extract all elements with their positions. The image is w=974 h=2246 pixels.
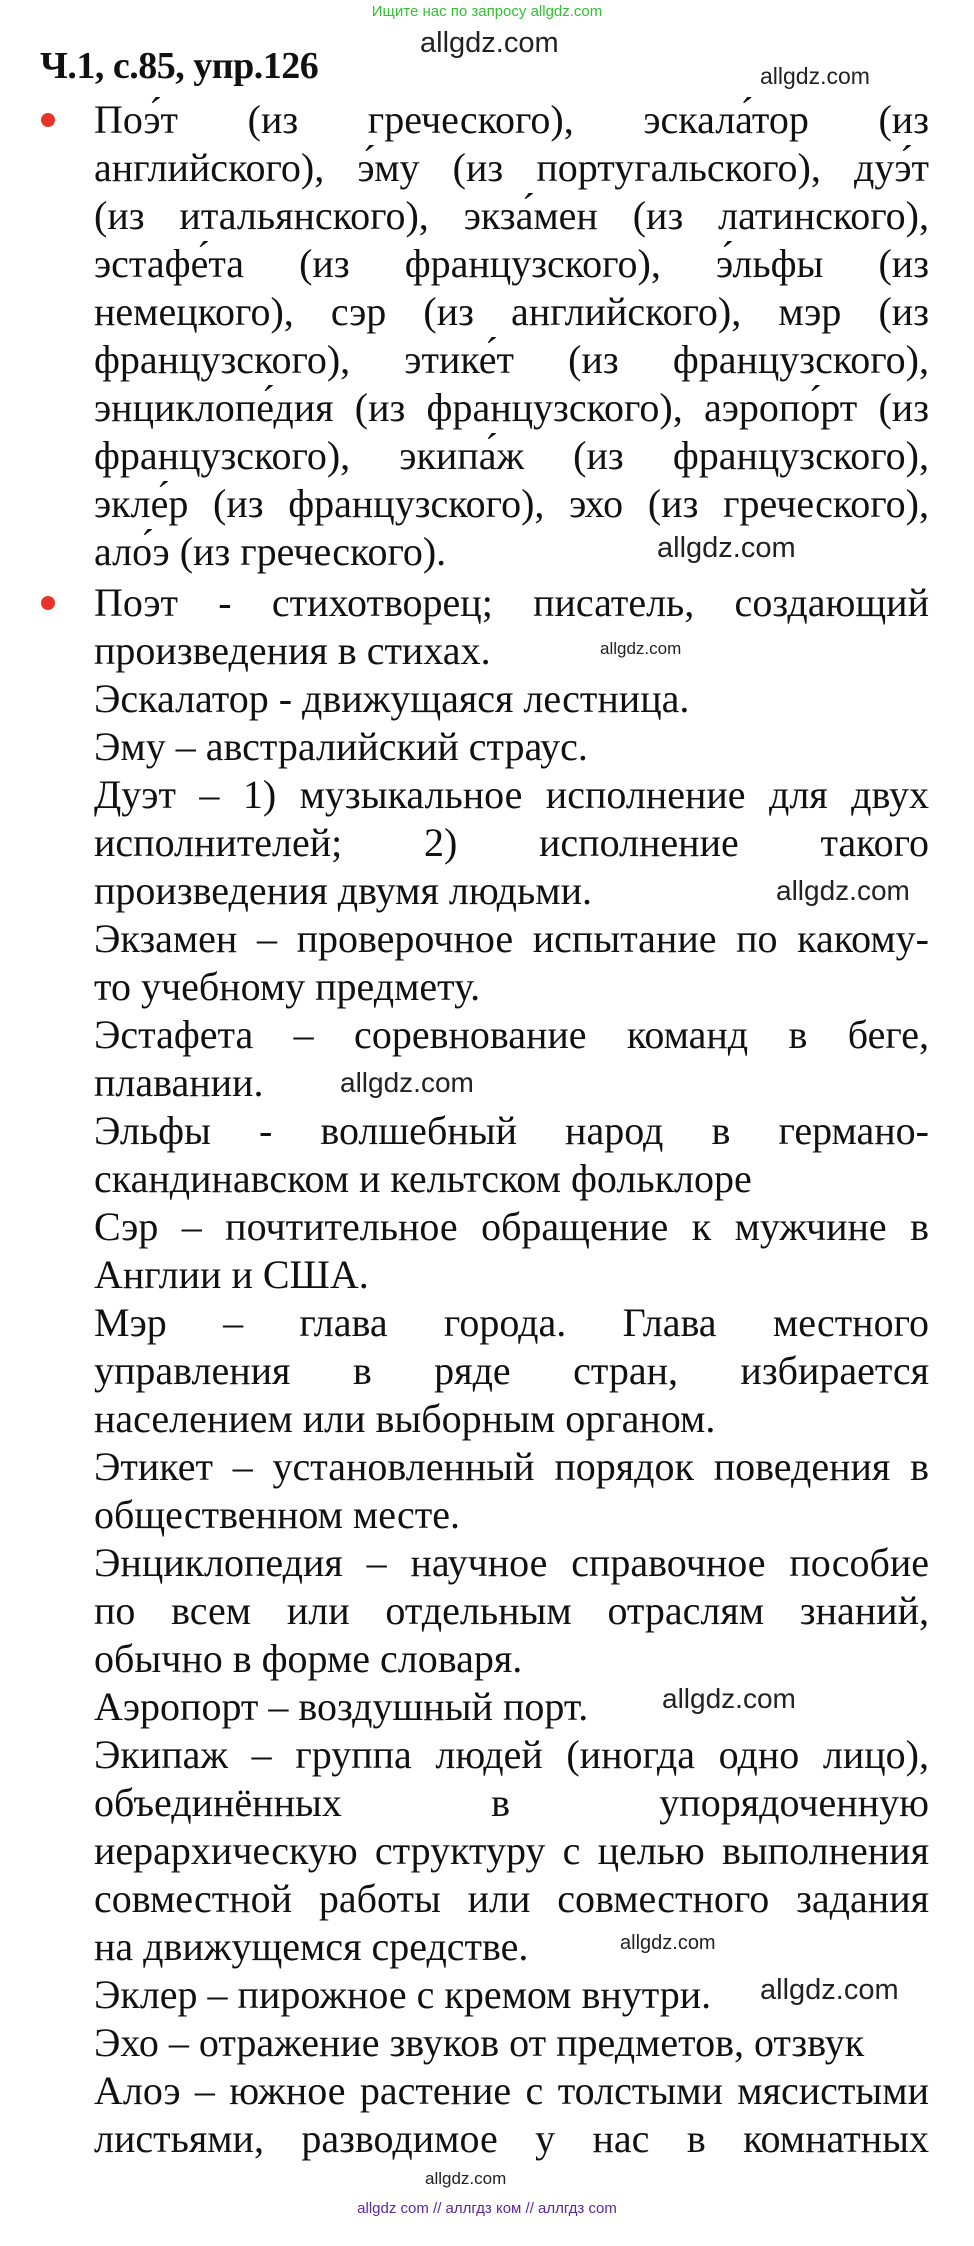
text-line [94, 1539, 929, 1587]
text-line-content: Сэр – почтительное обращение к мужчине в [94, 1204, 929, 1249]
text-line [94, 1635, 522, 1683]
text-line [94, 1971, 711, 2019]
text-line-content: плавании. [94, 1060, 264, 1105]
text-line [94, 1491, 460, 1539]
watermark: allgdz.com [600, 639, 682, 658]
text-line-content: то учебному предмету. [94, 964, 481, 1009]
text-line-content: Эскалатор - движущаяся лестница. [94, 676, 690, 721]
text-line-content: управления в ряде стран, избирается [94, 1348, 929, 1393]
text-line-content: немецкого), сэр (из английского), мэр (из [94, 289, 929, 334]
text-line-content: французского), экипа́ж (из французского), [94, 433, 929, 478]
text-line [94, 1059, 263, 1107]
text-line [94, 1875, 929, 1923]
text-line [94, 675, 689, 723]
watermark: allgdz.com [657, 532, 796, 564]
text-line [94, 1587, 929, 1635]
text-line [94, 867, 592, 915]
text-line-content: исполнителей; 2) исполнение такого [94, 820, 929, 865]
text-line [94, 1683, 588, 1731]
text-line [94, 480, 929, 528]
text-line-content: Поэ́т (из греческого), эскала́тор (из [94, 97, 929, 142]
text-line-content: Эму – австралийский страус. [94, 724, 588, 769]
text-line-content: экле́р (из французского), эхо (из греческого), [94, 481, 929, 526]
text-line-content: населением или выборным органом. [94, 1396, 716, 1441]
text-line [94, 336, 929, 384]
text-line [94, 2115, 929, 2163]
text-line-content: ало́э (из греческого). [94, 529, 447, 574]
text-line-content: французского), этике́т (из французского), [94, 337, 929, 382]
text-line-content: скандинавском и кельтском фольклоре [94, 1156, 752, 1201]
text-line [94, 1827, 929, 1875]
text-line-content: по всем или отдельным отраслям знаний, [94, 1588, 929, 1633]
page-title: Ч.1, с.85, упр.126 [40, 45, 319, 87]
text-line-content: иерархическую структуру с целью выполнения [94, 1828, 929, 1873]
text-line [94, 1923, 528, 1971]
text-line [94, 579, 929, 627]
bullet-icon [41, 596, 55, 610]
text-line-content: английского), э́му (из португальского), дуэ́т [94, 145, 929, 190]
text-line [94, 915, 929, 963]
text-line [94, 1251, 369, 1299]
text-line-content: произведения в стихах. [94, 628, 491, 673]
text-line [94, 96, 929, 144]
text-line-content: Эстафета – соревнование команд в беге, [94, 1012, 929, 1057]
watermark: allgdz.com [662, 1683, 796, 1714]
text-line [94, 1443, 929, 1491]
text-line [94, 1011, 929, 1059]
text-line-content: Мэр – глава города. Глава местного [94, 1300, 929, 1345]
text-line [94, 1395, 715, 1443]
watermark: allgdz.com [340, 1067, 474, 1098]
text-line-content: Экипаж – группа людей (иногда одно лицо), [94, 1732, 929, 1777]
text-line [94, 1107, 929, 1155]
text-line [94, 1347, 929, 1395]
text-line [94, 1731, 929, 1779]
search-hint-banner: Ищите нас по запросу allgdz.com [371, 3, 603, 20]
watermark: allgdz.com [776, 875, 910, 906]
text-line-content: Экзамен – проверочное испытание по какому- [94, 916, 929, 961]
text-line-content: Эклер – пирожное с кремом внутри. [94, 1972, 712, 2017]
text-line-content: объединённых в упорядоченную [94, 1780, 929, 1825]
watermark: allgdz.com [620, 1932, 716, 1954]
text-line-content: на движущемся средстве. [94, 1924, 529, 1969]
text-line-content: Аэропорт – воздушный порт. [94, 1684, 589, 1729]
text-line [94, 240, 929, 288]
text-line-content: Поэт - стихотворец; писатель, создающий [94, 580, 929, 625]
text-line [94, 819, 929, 867]
definitions-list [94, 579, 929, 2163]
text-line-content: Энциклопедия – научное справочное пособие [94, 1540, 929, 1585]
text-line [94, 2019, 864, 2067]
text-line-content: Эхо – отражение звуков от предметов, отзвук [94, 2020, 865, 2065]
text-line-content: Алоэ – южное растение с толстыми мясистыми [94, 2068, 929, 2113]
text-line [94, 2067, 929, 2115]
text-line [94, 192, 929, 240]
footer-watermark: allgdz com // аллгдз ком // аллгдз com [357, 2200, 617, 2217]
text-line-content: совместной работы или совместного задания [94, 1876, 929, 1921]
text-line-content: энциклопе́дия (из французского), аэропо́рт (из [94, 385, 929, 430]
text-line [94, 627, 491, 675]
text-line-content: обычно в форме словаря. [94, 1636, 523, 1681]
text-line [94, 432, 929, 480]
watermark: allgdz.com [425, 2169, 507, 2188]
text-line [94, 384, 929, 432]
text-line [94, 144, 929, 192]
text-line-content: листьями, разводимое у нас в комнатных [94, 2116, 929, 2161]
text-line [94, 528, 446, 576]
text-line [94, 723, 588, 771]
text-line [94, 771, 929, 819]
text-line-content: Дуэт – 1) музыкальное исполнение для двух [94, 772, 929, 817]
text-line [94, 1155, 752, 1203]
text-line [94, 1779, 929, 1827]
bullet-icon [41, 113, 55, 127]
text-line [94, 288, 929, 336]
watermark: allgdz.com [760, 63, 870, 89]
text-line [94, 1203, 929, 1251]
text-line-content: произведения двумя людьми. [94, 868, 592, 913]
text-line-content: Англии и США. [94, 1252, 369, 1297]
text-line-content: Эльфы - волшебный народ в германо- [94, 1108, 929, 1153]
watermark: allgdz.com [760, 1974, 899, 2006]
text-line-content: общественном месте. [94, 1492, 460, 1537]
text-line-content: (из итальянского), экза́мен (из латинского), [94, 193, 929, 238]
text-line [94, 963, 480, 1011]
watermark: allgdz.com [420, 27, 559, 59]
text-line-content: эстафе́та (из французского), э́льфы (из [94, 241, 929, 286]
text-line [94, 1299, 929, 1347]
origins-paragraph [94, 96, 929, 576]
text-line-content: Этикет – установленный порядок поведения в [94, 1444, 929, 1489]
